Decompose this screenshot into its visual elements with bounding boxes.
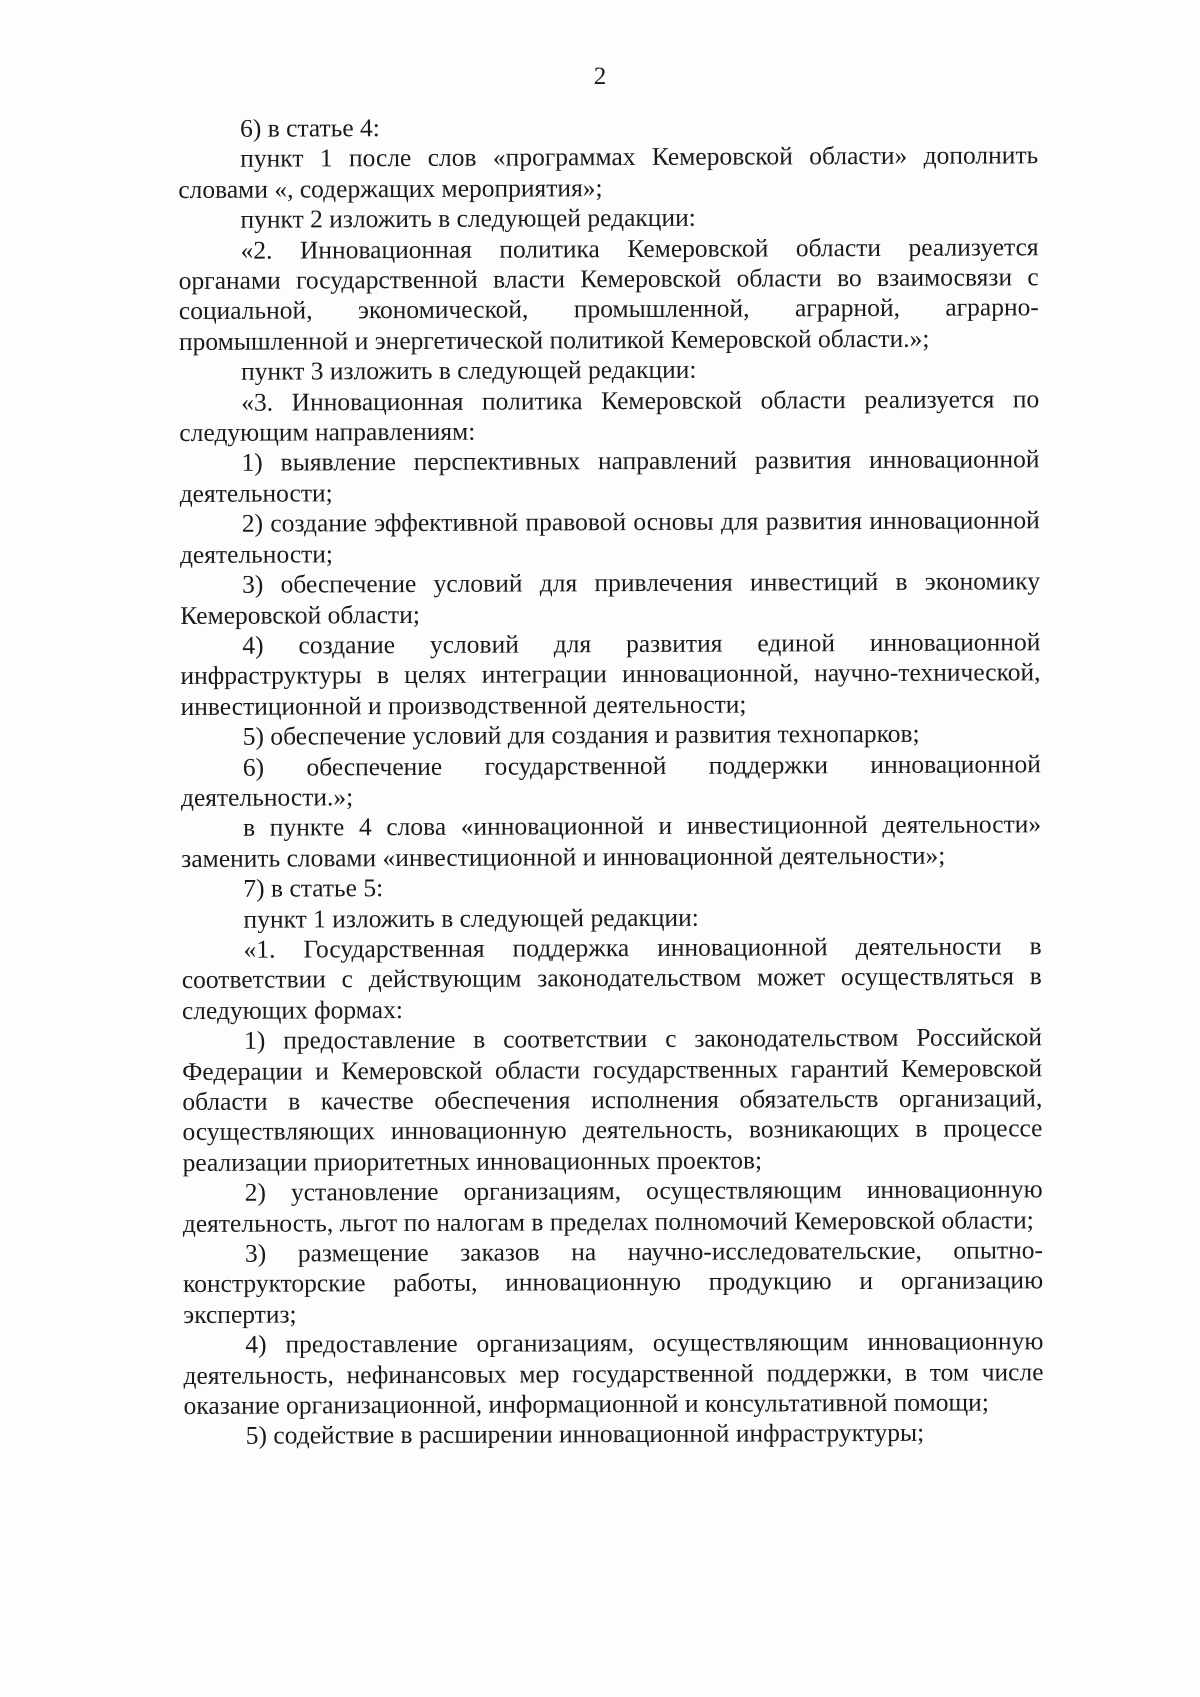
paragraph: «3. Инновационная политика Кемеровской области реализуется по следующим направлениям: [179,383,1040,448]
paragraph: 7) в статье 5: [243,873,384,903]
paragraph: «1. Государственная поддержка инновационной деятельности в соответствии с действующим законодательством может осуществляться в следующих формах: [181,931,1042,1025]
paragraph: 3) размещение заказов на научно-исследовательские, опытно-конструкторские работы, инновационную продукцию и организацию экспертиз; [183,1235,1044,1329]
paragraph: 2) создание эффективной правовой основы для развития инновационной деятельности; [179,505,1040,569]
paragraph: 4) предоставление организациям, осуществляющим инновационную деятельность, нефинансовых мер государственной поддержки, в том числе оказание организационной, информационной и консультативной помощи; [183,1326,1044,1421]
paragraph: 4) создание условий для развития единой инновационной инфраструктуры в целях интеграции инновационной, научно-технической, инвестиционной и производственной деятельности; [180,627,1041,721]
paragraph: 5) обеспечение условий для создания и развития технопарков; [242,718,920,751]
paragraph: в пункте 4 слова «инновационной и инвестиционной деятельности» заменить словами «инвестиционной и инновационной деятельности»; [181,809,1042,873]
paragraph: 6) обеспечение государственной поддержки инновационной деятельности.»; [180,748,1041,812]
paragraph: «2. Инновационная политика Кемеровской области реализуется органами государственной власти Кемеровской области во взаимосвязи с социальной, экономической, промышленной, аграрной, аграрно-промышленной и энергетической политикой Кемеровской области.»; [178,231,1039,356]
paragraph: 2) установление организациям, осуществляющим инновационную деятельность, льгот по налогам в пределах полномочий Кемеровской области; [182,1174,1043,1238]
paragraph: пункт 3 изложить в следующей редакции: [241,354,697,386]
document-body [178,110,1044,1452]
paragraph: 1) предоставление в соответствии с законодательством Российской Федерации и Кемеровской области государственных гарантий Кемеровской области в качестве обеспечения исполнения обязательств организаций, осуществляющих инновационную деятельность, возникающих в процессе реализации приоритетных инновационных проектов; [182,1022,1043,1177]
paragraph: 6) в статье 4: [239,113,380,143]
page-number: 2 [593,63,607,90]
paragraph: пункт 1 после слов «программах Кемеровской области» дополнить словами «, содержащих мероприятия»; [178,140,1039,204]
paragraph: 3) обеспечение условий для привлечения инвестиций в экономику Кемеровской области; [180,566,1041,630]
paragraph: пункт 1 изложить в следующей редакции: [243,902,699,934]
paragraph: 5) содействие в расширении инновационной инфраструктуры; [245,1418,925,1451]
paragraph: 1) выявление перспективных направлений развития инновационной деятельности; [179,444,1040,508]
paragraph: пункт 2 изложить в следующей редакции: [240,202,696,234]
